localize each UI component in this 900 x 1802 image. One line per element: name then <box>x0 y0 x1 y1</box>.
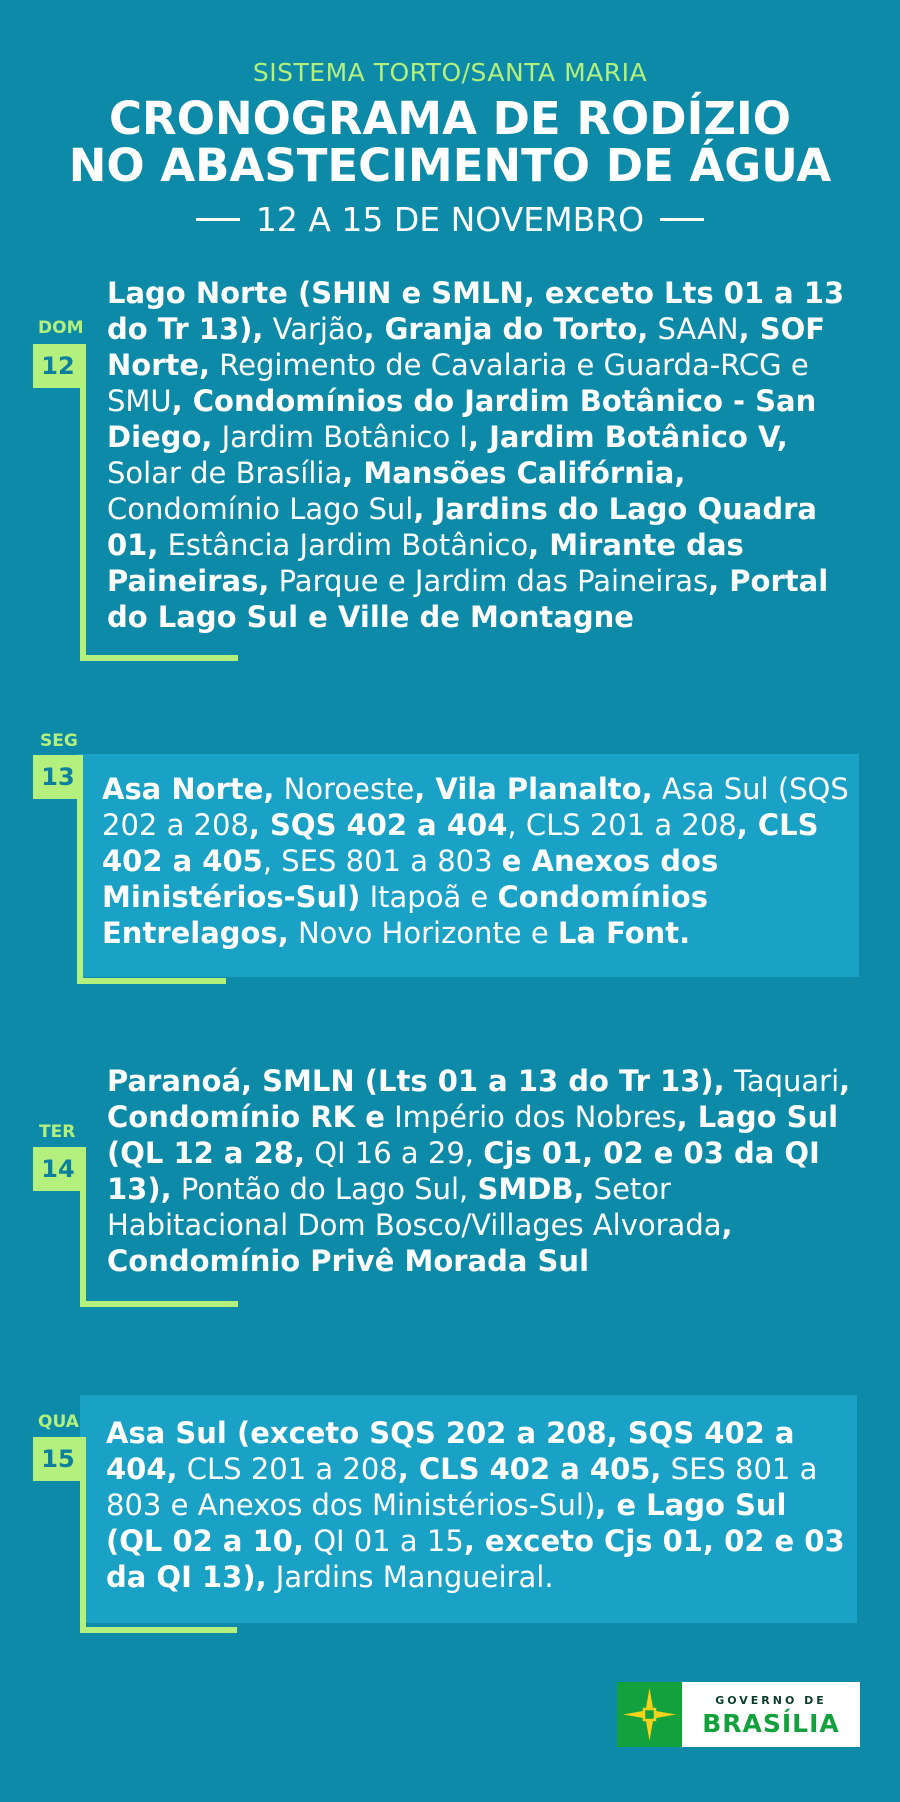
area-text-regular: Solar de Brasília <box>107 456 343 490</box>
day-number: 12 <box>33 344 83 388</box>
area-text-regular: CLS 201 a 208 <box>177 1452 398 1486</box>
bracket-vertical <box>80 1147 86 1307</box>
date-range-text: 12 A 15 DE NOVEMBRO <box>255 200 645 239</box>
bracket-vertical <box>80 344 86 661</box>
day-number: 15 <box>33 1437 83 1481</box>
area-text-bold: Paranoá, SMLN (Lts 01 a 13 do Tr 13), <box>107 1064 725 1098</box>
area-text-bold: Condomínios Entrelagos, <box>102 880 708 950</box>
area-text-regular: Novo Horizonte e <box>288 916 558 950</box>
area-text-regular: Varjão <box>263 312 364 346</box>
areas-text <box>107 1063 857 1279</box>
areas-text <box>107 275 857 635</box>
area-text-bold: , Jardim Botânico V, <box>467 420 788 454</box>
area-text-bold: , exceto Cjs 01, 02 e 03 da QI 13), <box>106 1524 845 1594</box>
areas-text <box>106 1415 851 1595</box>
area-text-bold: , CLS 402 a 405, <box>397 1452 662 1486</box>
area-text-bold: , Condomínios do Jardim Botânico - San Diego, <box>107 384 817 454</box>
area-text-regular: Regimento de Cavalaria e Guarda-RCG e SMU <box>107 348 809 418</box>
area-text-regular: , SES 801 a 803 <box>262 844 502 878</box>
area-text-regular: SES 801 a 803 e Anexos dos Ministérios-Sul) <box>106 1452 818 1522</box>
area-text-bold: , Lago Sul (QL 12 a 28, <box>107 1100 839 1170</box>
area-text-bold: , e Lago Sul (QL 02 a 10, <box>106 1488 787 1558</box>
area-text-regular: Jardins Mangueiral. <box>266 1560 554 1594</box>
weekday-label: QUA <box>38 1412 79 1432</box>
area-text-regular: Pontão do Lago Sul, <box>171 1172 478 1206</box>
area-text-bold: , CLS 402 a 405 <box>102 808 819 878</box>
area-text-regular: Setor Habitacional Dom Bosco/Villages Alvorada <box>107 1172 722 1242</box>
area-text-bold: Asa Sul (exceto SQS 202 a 208, SQS 402 a 404, <box>106 1416 795 1486</box>
date-range <box>0 200 900 239</box>
page-title <box>0 92 900 192</box>
day-number: 13 <box>33 755 83 799</box>
area-text-bold: Asa Norte, <box>102 772 275 806</box>
area-text-regular: QI 16 a 29, <box>304 1136 484 1170</box>
logo-brasilia: BRASÍLIA <box>702 1709 840 1738</box>
bracket-vertical <box>77 755 83 984</box>
area-text-bold: , Vila Planalto, <box>414 772 653 806</box>
area-text-regular: Condomínio Lago Sul <box>107 492 414 526</box>
supertitle: SISTEMA TORTO/SANTA MARIA <box>252 58 648 87</box>
area-text-regular: QI 01 a 15 <box>303 1524 464 1558</box>
area-text-bold: e Anexos dos Ministérios-Sul) <box>102 844 719 914</box>
area-text-bold: , Jardins do Lago Quadra 01, <box>107 492 817 562</box>
area-text-bold: , SOF Norte, <box>107 312 826 382</box>
bracket-horizontal <box>80 1627 237 1633</box>
logo-governo-de: GOVERNO DE <box>715 1694 827 1707</box>
area-text-bold: , Condomínio Privê Morada Sul <box>107 1208 733 1278</box>
area-text-regular: Taquari <box>724 1064 840 1098</box>
area-text-regular: Parque e Jardim das Paineiras <box>269 564 709 598</box>
weekday-label: TER <box>39 1122 76 1142</box>
area-text-bold: , Portal do Lago Sul e Ville de Montagne <box>107 564 829 634</box>
dash-right <box>660 218 704 221</box>
area-text-regular: , CLS 201 a 208 <box>507 808 737 842</box>
area-text-bold: La Font. <box>557 916 691 950</box>
weekday-label: SEG <box>40 731 78 751</box>
logo-text-box <box>682 1682 860 1747</box>
governo-brasilia-logo <box>617 1682 860 1747</box>
area-text-bold: , Condomínio RK e <box>107 1064 851 1134</box>
bracket-horizontal <box>80 1301 238 1307</box>
area-text-bold: Cjs 01, 02 e 03 da QI 13), <box>107 1136 820 1206</box>
area-text-bold: SMDB, <box>477 1172 585 1206</box>
dash-left <box>196 218 240 221</box>
area-text-bold: , SQS 402 a 404 <box>248 808 508 842</box>
bracket-vertical <box>80 1437 86 1633</box>
area-text-regular: SAAN <box>648 312 739 346</box>
weekday-label: DOM <box>38 318 84 338</box>
area-text-regular: Estância Jardim Botânico <box>158 528 529 562</box>
bracket-horizontal <box>77 978 226 984</box>
area-text-regular: Noroeste <box>274 772 415 806</box>
area-text-regular: Asa Sul (SQS 202 a 208 <box>102 772 849 842</box>
areas-text <box>102 771 852 951</box>
title-line-2: NO ABASTECIMENTO DE ÁGUA <box>68 139 832 192</box>
bracket-horizontal <box>80 655 238 661</box>
day-number: 14 <box>33 1147 83 1191</box>
brasilia-emblem-icon <box>617 1682 682 1747</box>
area-text-bold: , Mirante das Paineiras, <box>107 528 744 598</box>
area-text-regular: Império dos Nobres <box>384 1100 677 1134</box>
area-text-bold: , Mansões Califórnia, <box>342 456 686 490</box>
area-text-regular: Itapoã e <box>360 880 498 914</box>
area-text-bold: Lago Norte (SHIN e SMLN, exceto Lts 01 a 13 do Tr 13), <box>107 276 845 346</box>
area-text-bold: , Granja do Torto, <box>363 312 649 346</box>
title-line-1: CRONOGRAMA DE RODÍZIO <box>109 92 791 145</box>
area-text-regular: Jardim Botânico I <box>212 420 468 454</box>
